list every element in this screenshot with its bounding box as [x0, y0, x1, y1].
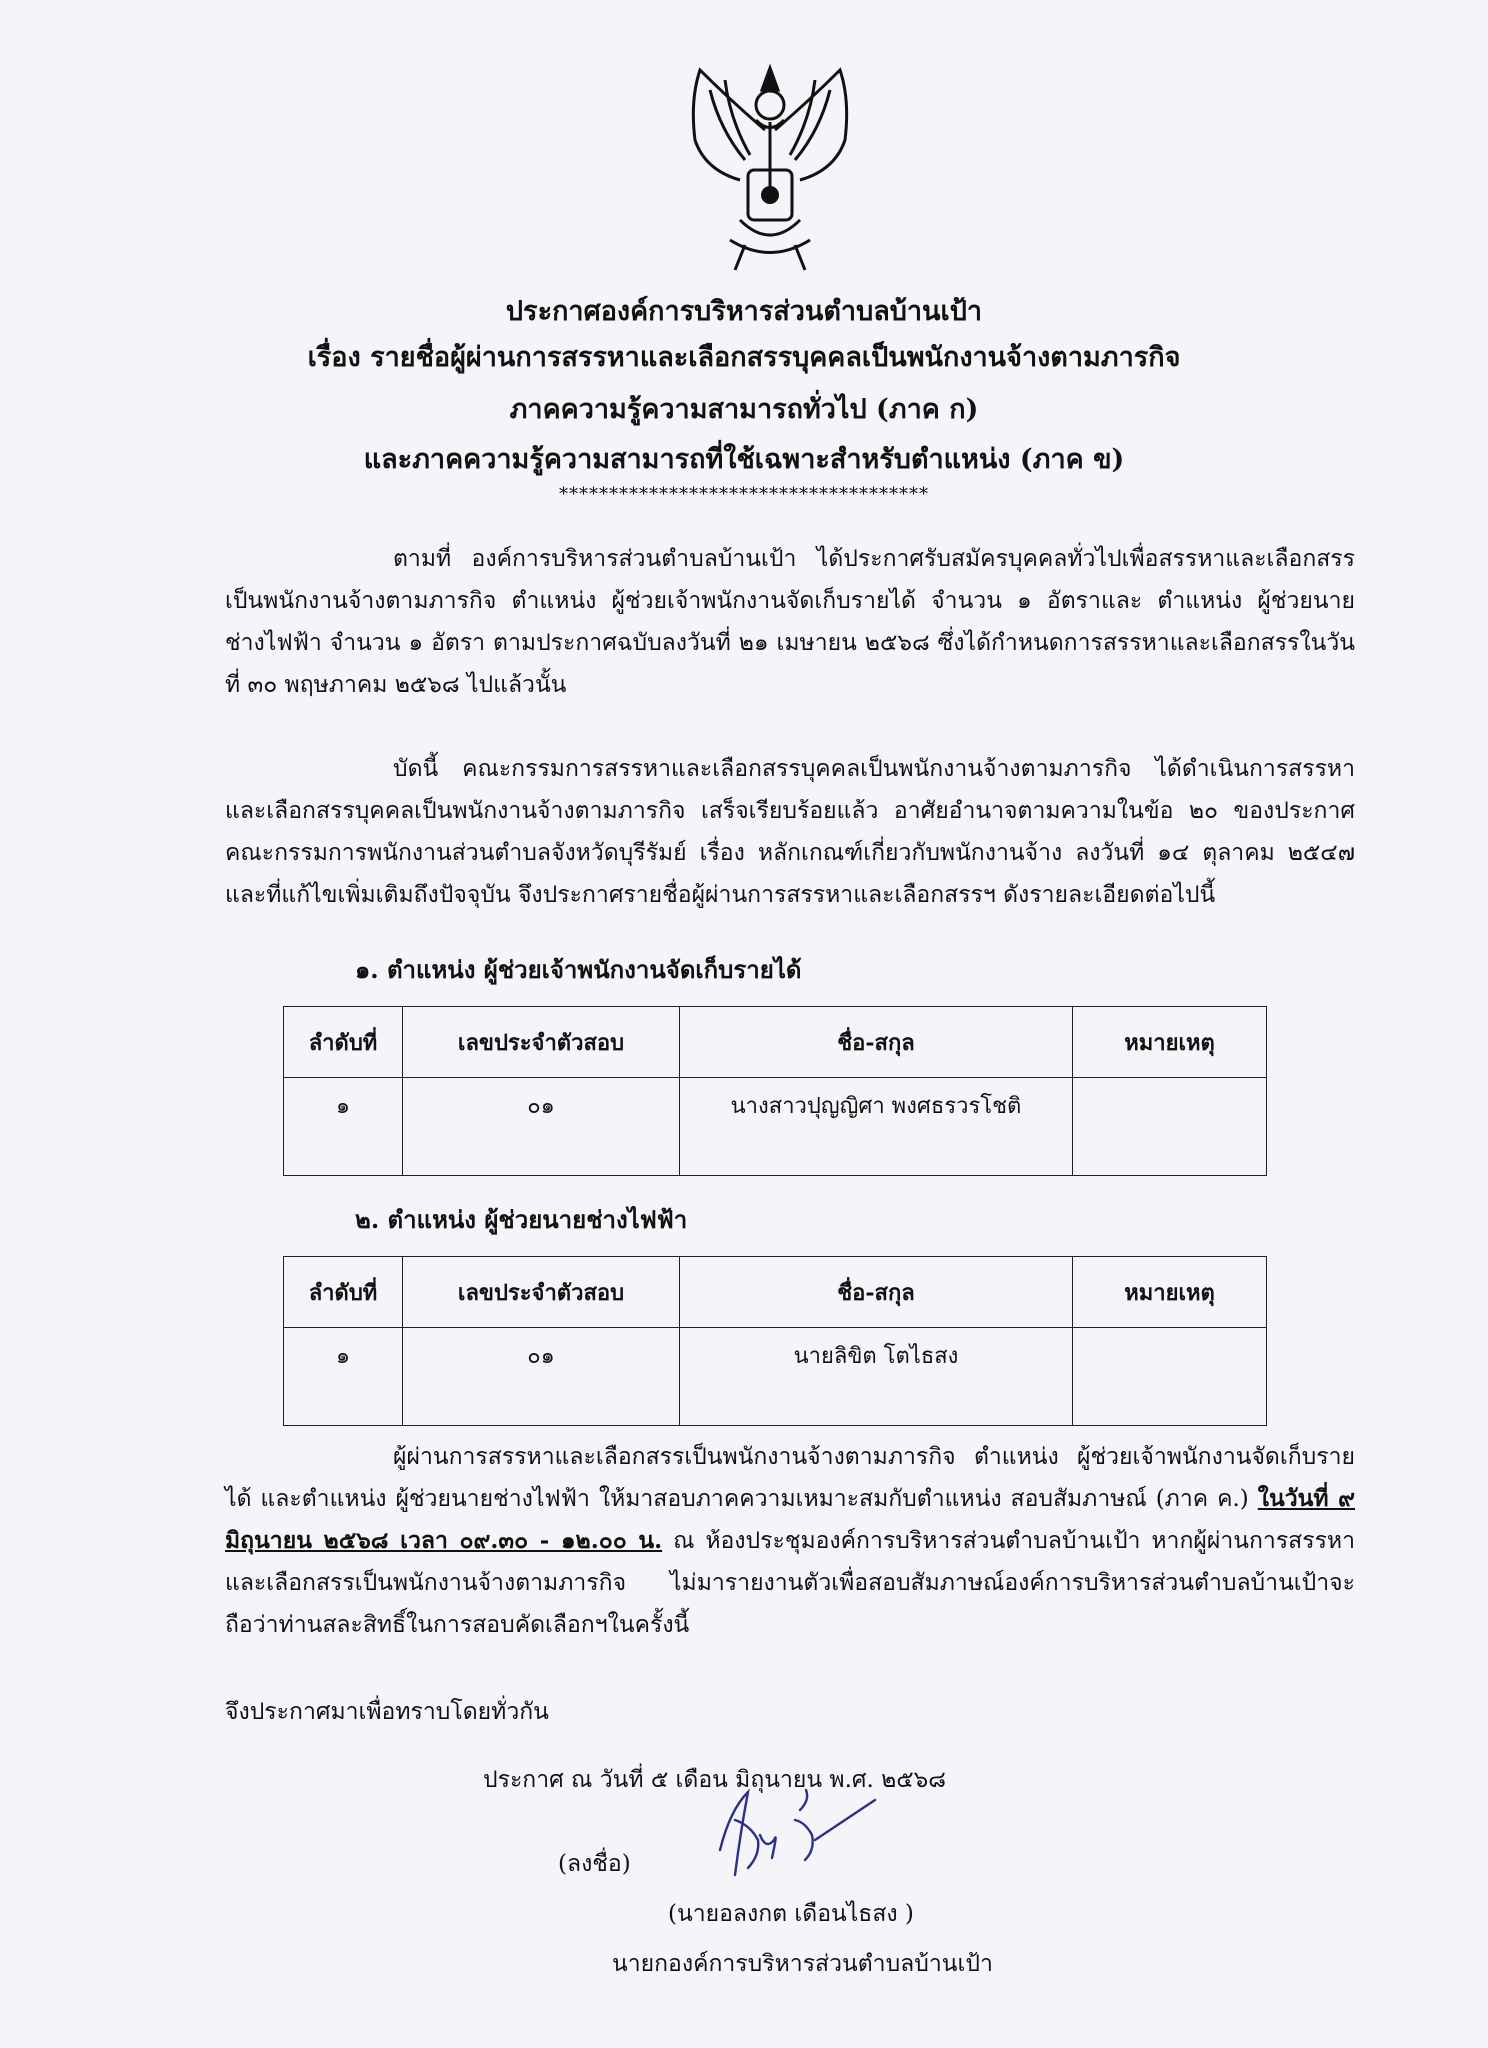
paragraph-1 — [225, 538, 1355, 706]
section-1-table — [283, 1006, 1267, 1176]
table-header-row — [284, 1007, 1267, 1078]
section-2-table — [283, 1256, 1267, 1426]
cell-name: นางสาวปุญญิศา พงศธรวรโชติ — [680, 1078, 1073, 1176]
header-note: หมายเหตุ — [1073, 1007, 1267, 1078]
title-line-2: เรื่อง รายชื่อผู้ผ่านการสรรหาและเลือกสรรบุคคลเป็นพนักงานจ้างตามภารกิจ — [307, 342, 1181, 373]
notice-text-a: ผู้ผ่านการสรรหาและเลือกสรรเป็นพนักงานจ้างตามภารกิจ ตำแหน่ง ผู้ช่วยเจ้าพนักงานจัดเก็บรายได้ และตำแหน่ง ผู้ช่วยนายช่างไฟฟ้า ให้มาสอบภาคความเหมาะสมกับตำแหน่ง สอบสัมภาษณ์ (ภาค ค.) — [225, 1444, 1355, 1512]
signer-title: นายกองค์การบริหารส่วนตำบลบ้านเป้า — [612, 1951, 993, 1977]
section-2-title: ๒. ตำแหน่ง ผู้ช่วยนายช่างไฟฟ้า — [355, 1205, 688, 1234]
signature-icon — [700, 1780, 880, 1890]
notice-text-b: ณ ห้องประชุมองค์การบริหารส่วนตำบลบ้านเป้า หากผู้ผ่านการสรรหาและเลือกสรรเป็นพนักงานจ้างตามภารกิจ ไม่มารายงานตัวเพื่อสอบสัมภาษณ์องค์การบริหารส่วนตำบลบ้านเป้าจะถือว่าท่านสละสิทธิ์ในการสอบคัดเลือกฯในครั้งนี้ — [225, 1528, 1355, 1638]
table-row — [284, 1328, 1267, 1426]
closing-text: จึงประกาศมาเพื่อทราบโดยทั่วกัน — [225, 1699, 549, 1725]
title-line-4: และภาคความรู้ความสามารถที่ใช้เฉพาะสำหรับตำแหน่ง (ภาค ข) — [363, 444, 1125, 475]
notice-paragraph — [225, 1436, 1355, 1646]
cell-exam-id: ๐๑ — [403, 1078, 680, 1176]
header-name: ชื่อ-สกุล — [680, 1257, 1073, 1328]
cell-no: ๑ — [284, 1078, 403, 1176]
header-exam-id: เลขประจำตัวสอบ — [403, 1007, 680, 1078]
header-no: ลำดับที่ — [284, 1007, 403, 1078]
cell-note — [1073, 1328, 1267, 1426]
notice-date-underlined: ในวันที่ ๙ มิถุนายน ๒๕๖๘ เวลา ๐๙.๓๐ - ๑๒.๐๐ น. — [225, 1485, 1356, 1554]
paragraph-2-text: บัดนี้ คณะกรรมการสรรหาและเลือกสรรบุคคลเป็นพนักงานจ้างตามภารกิจ ได้ดำเนินการสรรหาและเลือกสรรบุคคลเป็นพนักงานจ้างตามภารกิจ เสร็จเรียบร้อยแล้ว อาศัยอำนาจตามความในข้อ ๒๐ ของประกาศคณะกรรมการพนักงานส่วนตำบลจังหวัดบุรีรัมย์ เรื่อง หลักเกณฑ์เกี่ยวกับพนักงานจ้าง ลงวันที่ ๑๔ ตุลาคม ๒๕๔๗ และที่แก้ไขเพิ่มเติมถึงปัจจุบัน จึงประกาศรายชื่อผู้ผ่านการสรรหาและเลือกสรรฯ ดังรายละเอียดต่อไปนี้ — [225, 756, 1355, 908]
garuda-emblem-icon — [670, 60, 870, 275]
cell-name: นายลิขิต โตไธสง — [680, 1328, 1073, 1426]
table-row — [284, 1078, 1267, 1176]
paragraph-2 — [225, 748, 1355, 916]
paragraph-1-text: ตามที่ องค์การบริหารส่วนตำบลบ้านเป้า ได้ประกาศรับสมัครบุคคลทั่วไปเพื่อสรรหาและเลือกสรรเป็นพนักงานจ้างตามภารกิจ ตำแหน่ง ผู้ช่วยเจ้าพนักงานจัดเก็บรายได้ จำนวน ๑ อัตราและ ตำแหน่ง ผู้ช่วยนายช่างไฟฟ้า จำนวน ๑ อัตรา ตามประกาศฉบับลงวันที่ ๒๑ เมษายน ๒๕๖๘ ซึ่งได้กำหนดการสรรหาและเลือกสรรในวันที่ ๓๐ พฤษภาคม ๒๕๖๘ ไปแล้วนั้น — [225, 546, 1355, 698]
announce-date: ประกาศ ณ วันที่ ๕ เดือน มิถุนายน พ.ศ. ๒๕๖๘ — [483, 1767, 947, 1793]
stars-divider: ************************************* — [559, 484, 929, 505]
title-line-3: ภาคความรู้ความสามารถทั่วไป (ภาค ก) — [509, 394, 979, 425]
cell-exam-id: ๐๑ — [403, 1328, 680, 1426]
header-no: ลำดับที่ — [284, 1257, 403, 1328]
title-line-1: ประกาศองค์การบริหารส่วนตำบลบ้านเป้า — [505, 296, 983, 327]
cell-note — [1073, 1078, 1267, 1176]
header-exam-id: เลขประจำตัวสอบ — [403, 1257, 680, 1328]
signer-name: (นายอลงกต เดือนไธสง ) — [668, 1901, 914, 1927]
cell-no: ๑ — [284, 1328, 403, 1426]
table-header-row — [284, 1257, 1267, 1328]
header-name: ชื่อ-สกุล — [680, 1007, 1073, 1078]
section-1-title: ๑. ตำแหน่ง ผู้ช่วยเจ้าพนักงานจัดเก็บรายได้ — [355, 955, 802, 984]
header-note: หมายเหตุ — [1073, 1257, 1267, 1328]
sign-label: (ลงชื่อ) — [558, 1851, 631, 1877]
